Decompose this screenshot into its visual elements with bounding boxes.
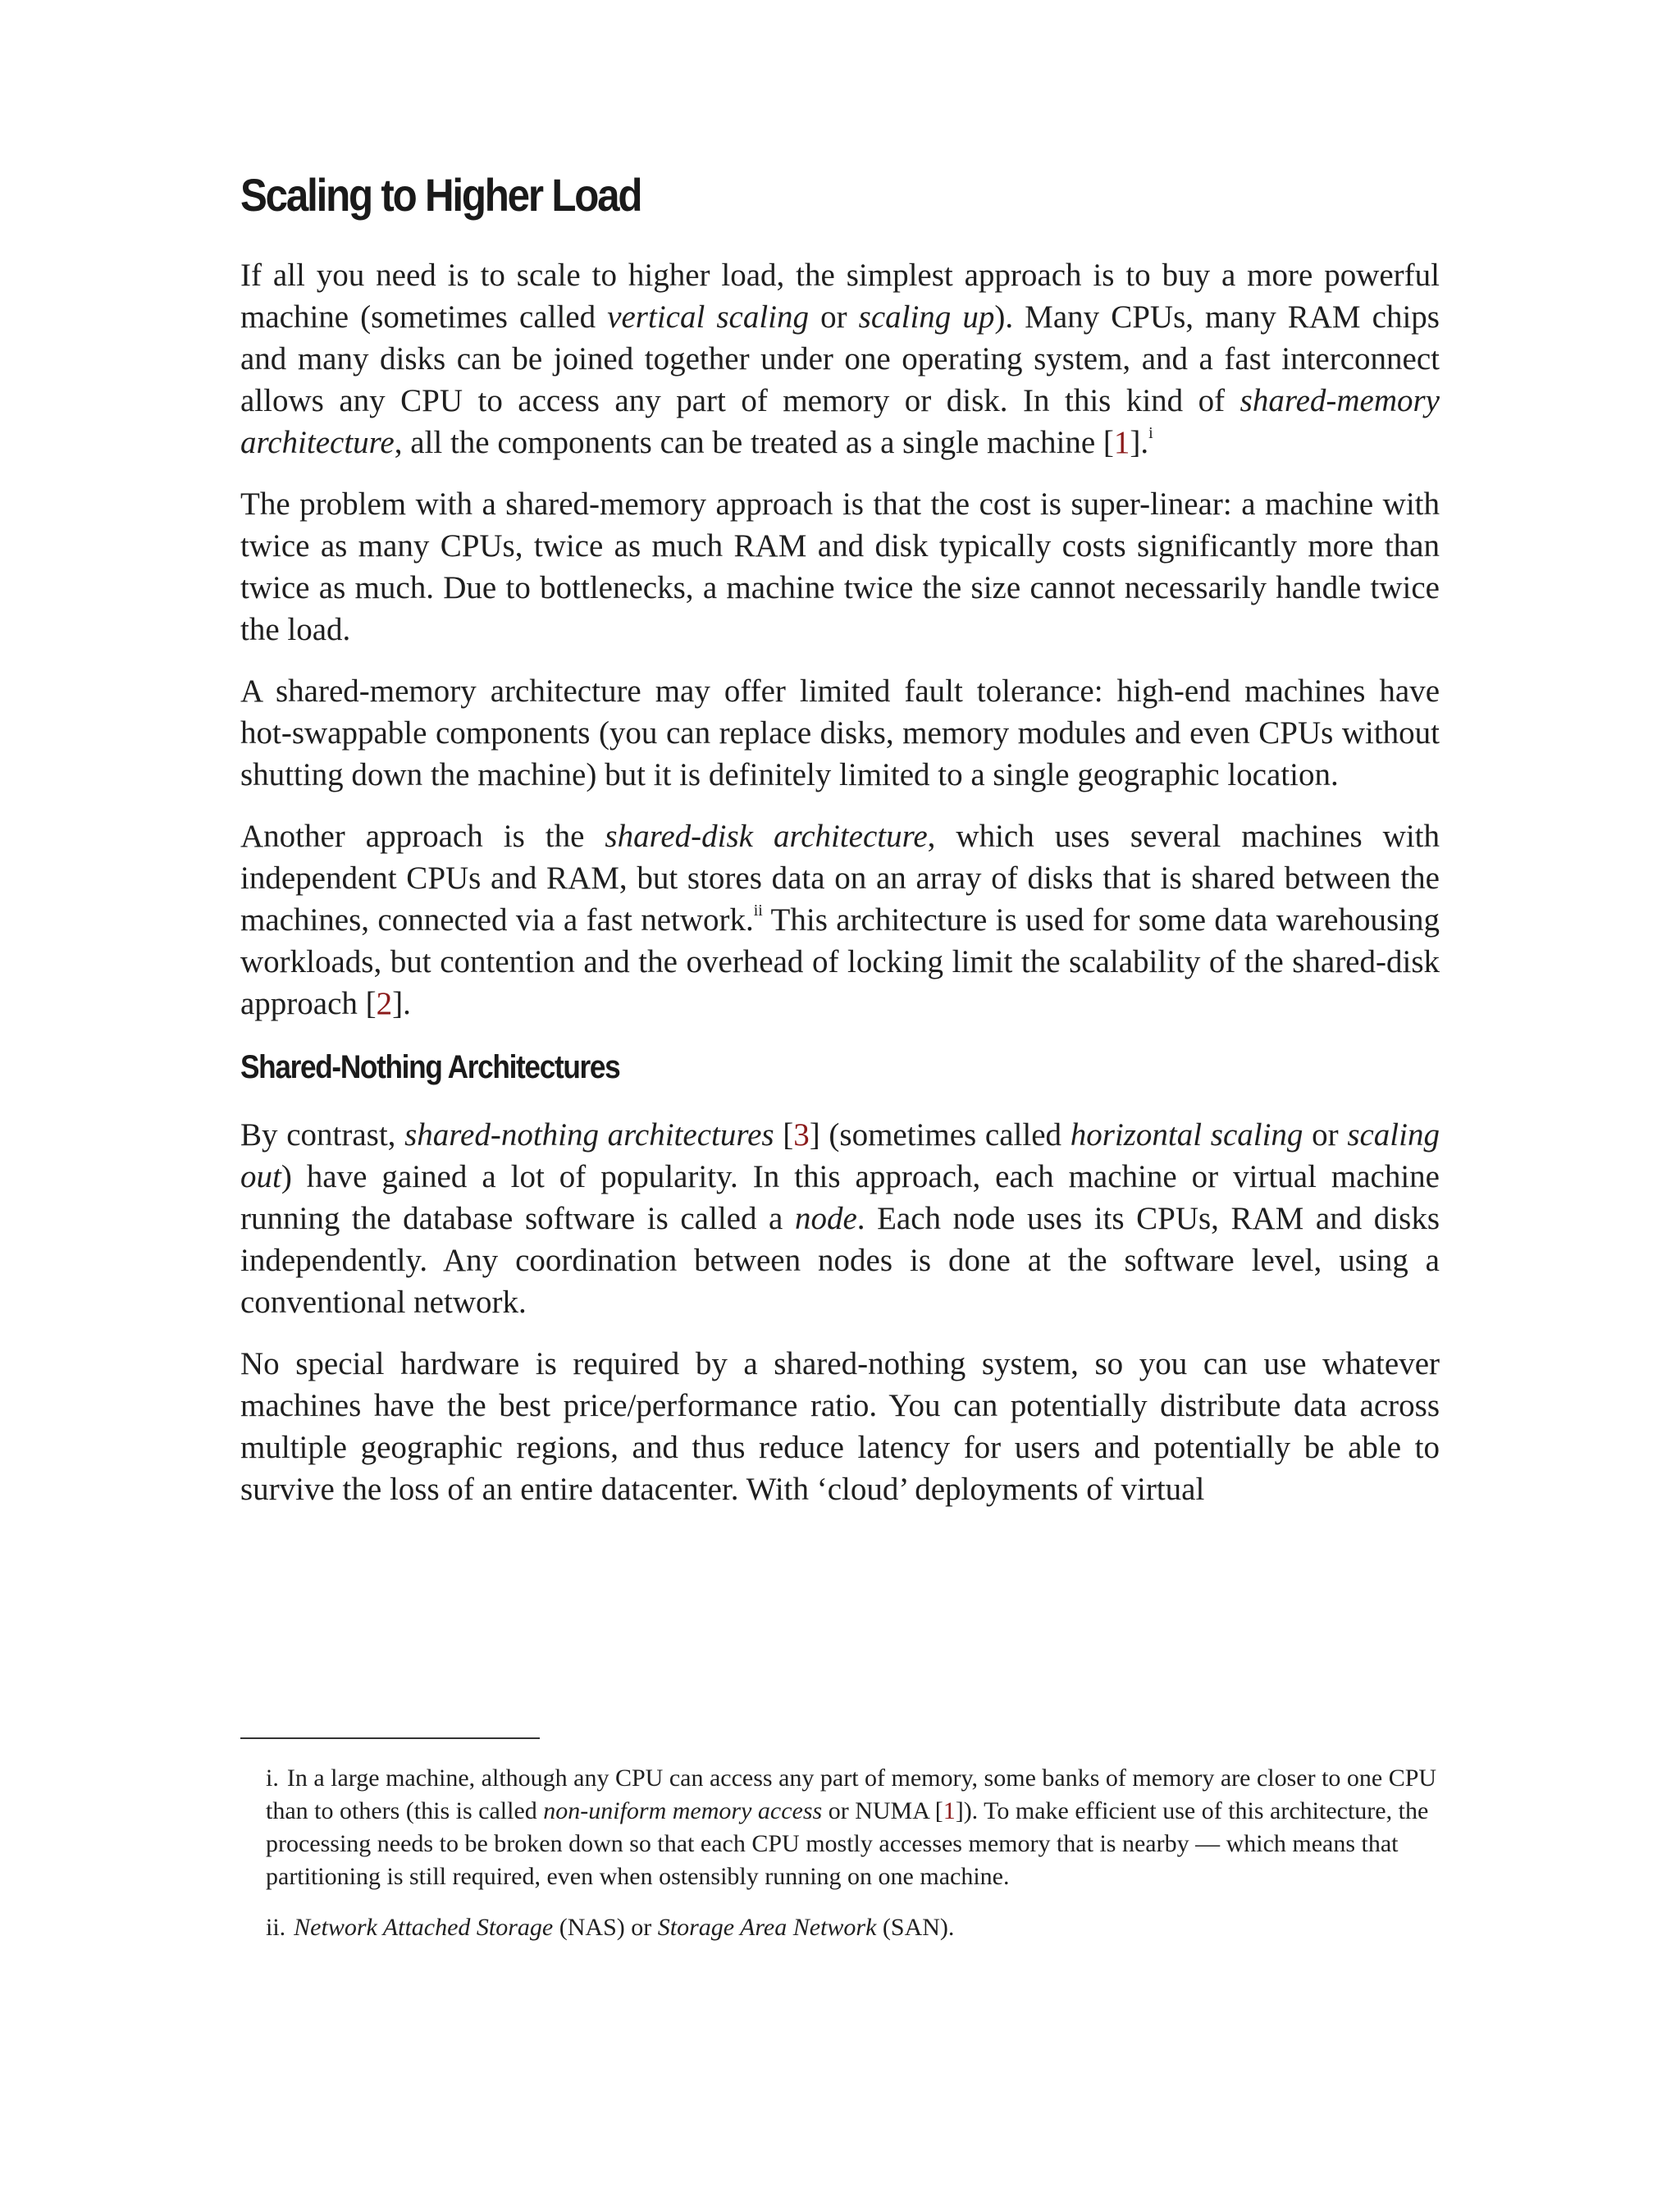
citation-link-3[interactable]: 3 <box>793 1117 810 1153</box>
section-title: Scaling to Higher Load <box>240 169 641 221</box>
footnote-number: ii. <box>266 1914 286 1941</box>
term-scaling-out: scaling out <box>240 1117 1440 1194</box>
term-shared-memory-architecture: shared-memory architecture <box>240 383 1440 460</box>
term-node: node <box>794 1201 857 1236</box>
citation-link-1[interactable]: 1 <box>1113 425 1130 460</box>
text-run: ) have gained a lot of popularity. In this approach, each machine or virtual machine running the database software is called a <box>240 1159 1440 1236</box>
text-run: ]). To make efficient use of this architecture, the processing needs to be broken down so that each CPU mostly accesses memory that is nearby — which means that partitioning is still required, even when ostensibly running on one machine. <box>266 1797 1429 1890</box>
text-run: . Each node uses its CPUs, RAM and disks independently. Any coordination between nodes is done at the software level, using a conventional network. <box>240 1201 1440 1320</box>
text-run: , all the components can be treated as a single machine [ <box>394 425 1114 460</box>
text-run: [ <box>774 1117 794 1153</box>
paragraph-shared-disk <box>240 815 1440 1025</box>
term-vertical-scaling: vertical scaling <box>607 299 810 335</box>
paragraph-no-special-hardware: No special hardware is required by a shared-nothing system, so you can use whatever machines have the best price/performance ratio. You can potentially distribute data across multiple geographic regions, and thus reduce latency for users and potentially be able to survive the loss of an entire datacenter. With ‘cloud’ deployments of virtual <box>240 1346 1440 1507</box>
term-scaling-up: scaling up <box>858 299 995 335</box>
text-run: or NUMA [ <box>822 1797 943 1824</box>
text-run: ]. <box>392 986 411 1021</box>
term-horizontal-scaling: horizontal scaling <box>1070 1117 1303 1153</box>
paragraph-shared-nothing <box>240 1114 1440 1323</box>
text-run: , which uses several machines with independent CPUs and RAM, but stores data on an array of disks that is shared between the machines, connected via a fast network. <box>240 819 1440 938</box>
term-nas: Network Attached Storage <box>294 1914 554 1941</box>
footnote-marker-i[interactable]: i <box>1148 424 1153 442</box>
text-run: (NAS) or <box>553 1914 658 1941</box>
term-shared-nothing-architectures: shared-nothing architectures <box>404 1117 774 1153</box>
text-run: In a large machine, although any CPU can access any part of memory, some banks of memory are closer to one CPU than to others (this is called <box>266 1764 1437 1824</box>
text-run: Another approach is the <box>240 819 605 854</box>
footnote-i <box>266 1762 1439 1893</box>
footnote-marker-ii[interactable]: ii <box>753 902 763 920</box>
footnotes <box>266 1762 1439 1962</box>
citation-link-1[interactable]: 1 <box>943 1797 956 1824</box>
footnote-divider <box>240 1737 540 1739</box>
text-run: or <box>809 299 859 335</box>
paragraph-vertical-scaling <box>240 254 1440 463</box>
term-numa: non-uniform memory access <box>543 1797 823 1824</box>
page-content <box>240 168 1440 1530</box>
text-run: If all you need is to scale to higher load, the simplest approach is to buy a more powerful machine (sometimes called <box>240 258 1440 335</box>
footnote-number: i. <box>266 1764 279 1792</box>
term-shared-disk-architecture: shared-disk architecture <box>605 819 928 854</box>
text-run: ] (sometimes called <box>809 1117 1071 1153</box>
text-run: This architecture is used for some data warehousing workloads, but contention and the overhead of locking limit the scalability of the shared-disk approach [ <box>240 902 1440 1021</box>
footnote-ii <box>266 1911 1439 1944</box>
text-run: ]. <box>1130 425 1149 460</box>
paragraph-fault-tolerance: A shared-memory architecture may offer limited fault tolerance: high-end machines have hot-swappable components (you can replace disks, memory modules and even CPUs without shutting down the machine) but it is definitely limited to a single geographic location. <box>240 673 1440 792</box>
paragraph-super-linear-cost: The problem with a shared-memory approach is that the cost is super-linear: a machine with twice as many CPUs, twice as much RAM and disk typically costs significantly more than twice as much. Due to bottlenecks, a machine twice the size cannot necessarily handle twice the load. <box>240 486 1440 647</box>
subsection-title: Shared-Nothing Architectures <box>240 1049 620 1085</box>
text-run: ). Many CPUs, many RAM chips and many disks can be joined together under one operating system, and a fast interconnect allows any CPU to access any part of memory or disk. In this kind of <box>240 299 1440 418</box>
term-san: Storage Area Network <box>657 1914 877 1941</box>
citation-link-2[interactable]: 2 <box>376 986 393 1021</box>
text-run: (SAN). <box>876 1914 955 1941</box>
text-run: By contrast, <box>240 1117 405 1153</box>
text-run: or <box>1303 1117 1348 1153</box>
